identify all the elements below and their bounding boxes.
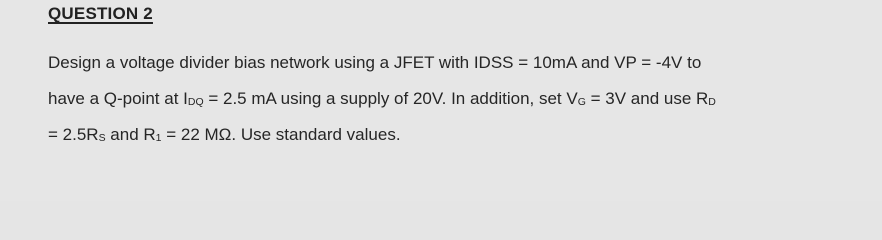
line2-text-b: = 2.5 mA using a supply of 20V. In addition, set V [203,89,578,108]
line2-text-a: have a Q-point at I [48,89,188,108]
r1-subscript: 1 [155,132,162,144]
line3-text-b: and R [105,125,156,144]
line3-text-a: = 2.5R [48,125,99,144]
question-line-1: Design a voltage divider bias network using a JFET with IDSS = 10mA and VP = -4V to [48,53,702,72]
rs-subscript: S [98,132,106,144]
line2-text-c: = 3V and use R [585,89,709,108]
vg-subscript: G [577,96,586,108]
idq-subscript: DQ [187,96,204,108]
question-line-2 [48,89,716,111]
question-heading: QUESTION 2 [48,4,153,23]
rd-subscript: D [708,96,716,108]
question-line-3 [48,125,401,147]
line3-text-c: = 22 MΩ. Use standard values. [161,125,401,144]
